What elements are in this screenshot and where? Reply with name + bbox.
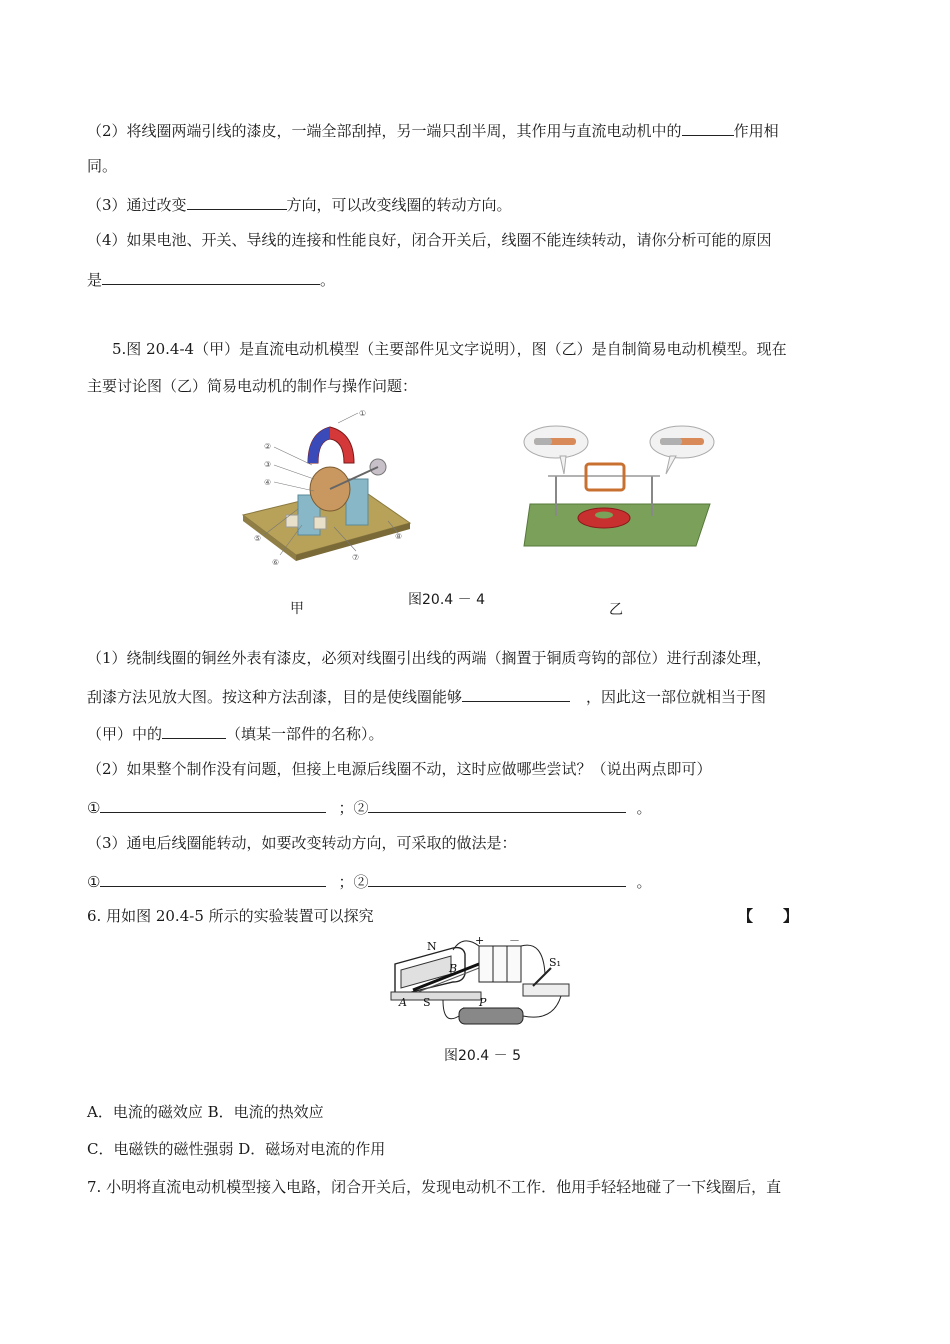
q6-options-ab: A．电流的磁效应 B．电流的热效应 [87,1103,324,1121]
fig-label-plus: + [475,934,485,947]
figure-caption: 图20.4 － 5 [444,1048,521,1064]
part-label: ⑦ [352,553,360,562]
fig-label-p: P [479,996,487,1009]
q5-part3: （3）通电后线圈能转动，如要改变转动方向，可采取的做法是： [87,834,517,852]
q5-part2: （2）如果整个制作没有问题，但接上电源后线圈不动，这时应做哪些尝试？（说出两点即可） [87,760,712,778]
part-label: ⑤ [254,534,262,543]
part-label: ② [264,442,272,451]
part-label: ④ [264,478,272,487]
q5-part2-answers: ① ；② 。 [87,796,652,818]
answer-bracket-right: 】 [783,907,799,925]
answer-blank [187,193,287,210]
answer-blank [368,796,626,813]
part-label: ③ [264,460,272,469]
fig-label-s1: S₁ [549,956,561,969]
q4-part3: （3）通过改变 方向，可以改变线圈的转动方向。 [87,193,512,215]
q5-stem-line1: 5.图 20.4-4（甲）是直流电动机模型（主要部件见文字说明），图（乙）是自制简易电动机模型。现在 [112,340,787,358]
part-label: ⑧ [395,532,403,541]
answer-blank [102,268,320,285]
q4-part2-line2: 同。 [87,157,118,175]
q6-options-cd: C．电磁铁的磁性强弱 D．磁场对电流的作用 [87,1140,386,1158]
q5-part3-answers: ① ；② 。 [87,870,652,892]
answer-blank [462,685,570,702]
fig-label-minus: － [509,934,520,947]
fig-label-s: S [423,996,431,1009]
fig-label-a: A [399,996,407,1009]
answer-blank [162,722,226,739]
homemade-motor-figure [520,424,720,549]
fig-label-b: B [449,962,458,975]
q5-part1-line1: （1）绕制线圈的铜丝外表有漆皮，必须对线圈引出线的两端（搁置于铜质弯钩的部位）进行刮漆处理， [87,649,772,667]
dc-motor-model-figure [238,405,413,575]
part-label: ⑥ [272,558,280,567]
experiment-apparatus-figure [383,934,573,1036]
q5-part1-line2: 刮漆方法见放大图。按这种方法刮漆，目的是使线圈能够 ，因此这一部位就相当于图 [87,685,766,707]
part-label: ① [359,409,367,418]
q5-stem-line2: 主要讨论图（乙）简易电动机的制作与操作问题： [87,377,418,395]
fig-label-n: N [427,940,437,953]
answer-blank [100,870,326,887]
figure-label-yi: 乙 [609,602,623,618]
q6-stem: 6. 用如图 20.4-5 所示的实验装置可以探究 [87,907,374,925]
answer-blank [682,119,734,136]
q4-part2-line1: （2）将线圈两端引线的漆皮，一端全部刮掉，另一端只刮半周，其作用与直流电动机中的 作用相 [87,119,779,141]
figure-caption: 图20.4 － 4 [408,592,485,608]
q5-part1-line3: （甲）中的 （填某一部件的名称）。 [87,722,384,744]
q7-stem: 7. 小明将直流电动机模型接入电路，闭合开关后，发现电动机不工作．他用手轻轻地碰了一下线圈后，直 [87,1178,782,1196]
q4-part4-line1: （4）如果电池、开关、导线的连接和性能良好，闭合开关后，线圈不能连续转动，请你分析可能的原因 [87,231,772,249]
answer-bracket-left: 【 [738,907,754,925]
q4-part4-line2: 是 。 [87,268,335,290]
answer-blank [100,796,326,813]
answer-blank [368,870,626,887]
figure-label-jia: 甲 [290,601,304,617]
